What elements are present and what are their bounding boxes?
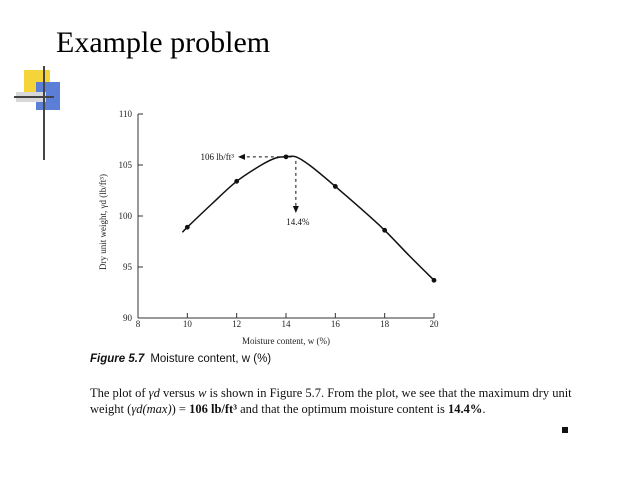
slide-title: Example problem <box>56 26 271 59</box>
x-axis-label: Moisture content, w (%) <box>242 336 330 346</box>
peak-arrowhead-left <box>238 154 245 160</box>
body-text-9: and that the optimum moisture content is <box>236 402 449 416</box>
chart-axes <box>138 114 434 318</box>
data-point <box>185 225 190 230</box>
y-axis-label: Dry unit weight, γd (lb/ft³) <box>98 174 108 270</box>
optimum-arrowhead-down <box>293 206 299 213</box>
body-max-dry-unit-weight: 106 lb/ft³ <box>189 402 237 416</box>
body-text-3: versus <box>159 386 199 400</box>
chart-annotations <box>201 152 310 227</box>
body-text-1: The plot of <box>90 386 149 400</box>
body-text-11: . <box>482 402 486 416</box>
chart-points-layer <box>185 151 436 282</box>
figure-caption <box>90 353 271 365</box>
peak-value-label: 106 lb/ft³ <box>200 151 234 162</box>
y-tick-label: 105 <box>118 160 132 170</box>
x-tick-label: 20 <box>429 319 439 329</box>
y-tick-label: 110 <box>118 109 132 119</box>
figure-caption-text: Moisture content, w (%) <box>150 353 272 365</box>
body-symbol-w: w <box>198 386 207 400</box>
body-symbol-gamma-dmax: γd(max) <box>131 402 172 416</box>
x-tick-label: 14 <box>281 319 291 329</box>
body-optimum-moisture: 14.4% <box>448 402 483 416</box>
x-tick-label: 16 <box>330 319 340 329</box>
x-tick-label: 10 <box>182 319 192 329</box>
data-point <box>234 179 239 184</box>
data-point <box>432 278 437 283</box>
body-text-7: ) = <box>171 402 190 416</box>
figure-number: Figure 5.7 <box>90 353 145 365</box>
body-text-5: is shown in Figure 5.7. From the plot, we see that the maximum dry unit weight ( <box>90 386 572 416</box>
chart-ticks <box>119 109 440 329</box>
data-point <box>333 184 338 189</box>
x-tick-label: 12 <box>232 319 242 329</box>
x-tick-label: 8 <box>135 319 141 329</box>
body-symbol-gamma-d: γd <box>148 386 160 400</box>
y-tick-label: 95 <box>123 262 132 272</box>
end-of-example-mark <box>562 427 568 433</box>
optimum-moisture-label: 14.4% <box>286 217 310 227</box>
y-tick-label: 100 <box>118 211 132 221</box>
x-tick-label: 18 <box>380 319 390 329</box>
y-tick-label: 90 <box>123 313 132 323</box>
data-point <box>382 228 387 233</box>
body-paragraph <box>90 385 576 417</box>
